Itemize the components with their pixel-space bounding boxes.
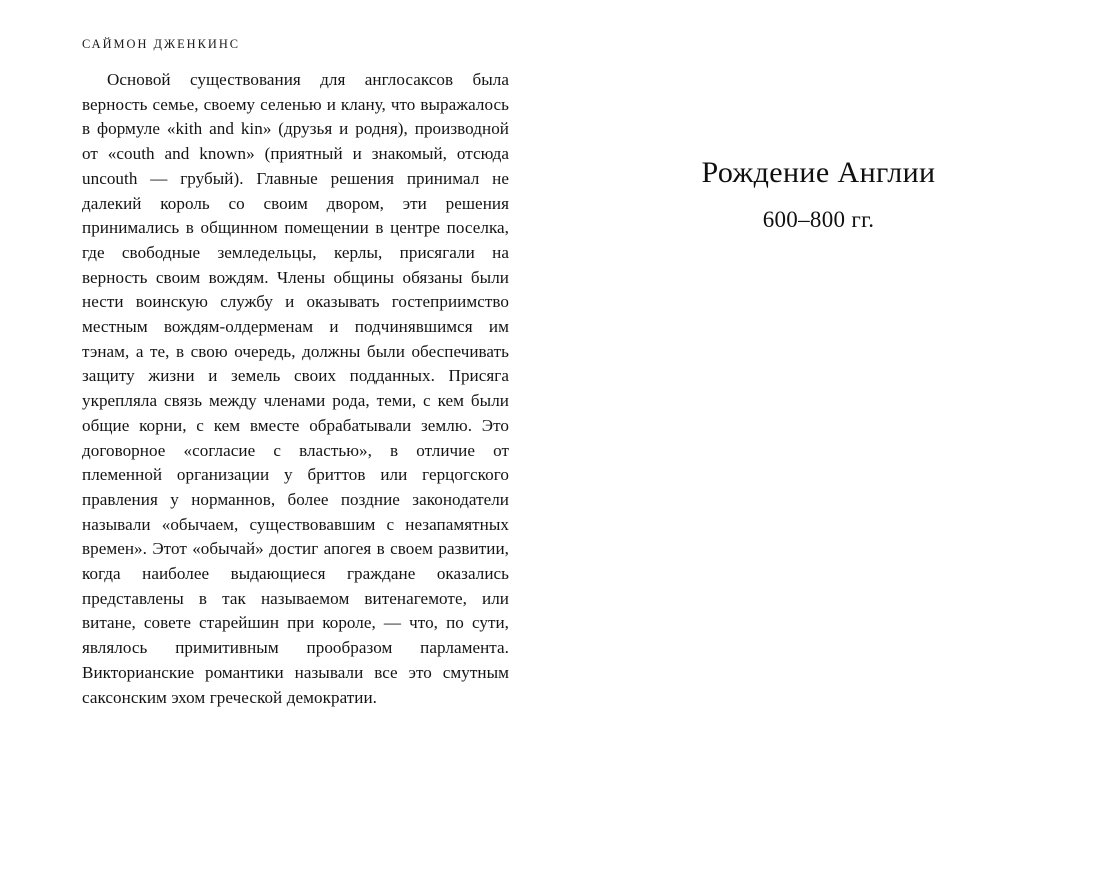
chapter-heading-group: [600, 155, 1037, 235]
running-head-author: САЙМОН ДЖЕНКИНС: [82, 37, 241, 51]
verso-paragraph: Основой существования для англосаксов была верность семье, своему селенью и клану, что выражалось в формуле «kith and kin» (друзья и родня), производной от «couth and known» (приятный и знакомый, отсюда uncouth — грубый). Главные решения принимал не далекий король со своим двором, эти решения принимались в общинном помещении в центре поселка, где свободные земледельцы, керлы, присягали на верность своим вождям. Члены общины обязаны были нести воинскую службу и оказывать гостеприимство местным вождям-олдерменам и подчинявшимся им тэнам, а те, в свою очередь, должны были обеспечивать защиту жизни и земель своих подданных. Присяга укрепляла связь между членами рода, теми, с кем были общие корни, с кем вместе обрабатывали землю. Это договорное «согласие с властью», в отличие от племенной организации у бриттов или герцогского правления у норманнов, более поздние законодатели называли «обычаем, существовавшим с незапамятных времен». Этот «обычай» достиг апогея в своем развитии, когда наиболее выдающиеся граждане оказались представлены в так называемом витенагемоте, или витане, совете старейшин при короле, — что, по сути, являлось примитивным прообразом парламента. Викторианские романтики называли все это смутным саксонским эхом греческой демократии.: [82, 70, 509, 707]
chapter-subtitle-dates: 600–800 гг.: [762, 207, 875, 232]
verso-page: [0, 0, 550, 825]
recto-page: [550, 0, 1100, 825]
verso-text-block: [82, 68, 509, 710]
chapter-title: Рождение Англии: [701, 156, 936, 189]
